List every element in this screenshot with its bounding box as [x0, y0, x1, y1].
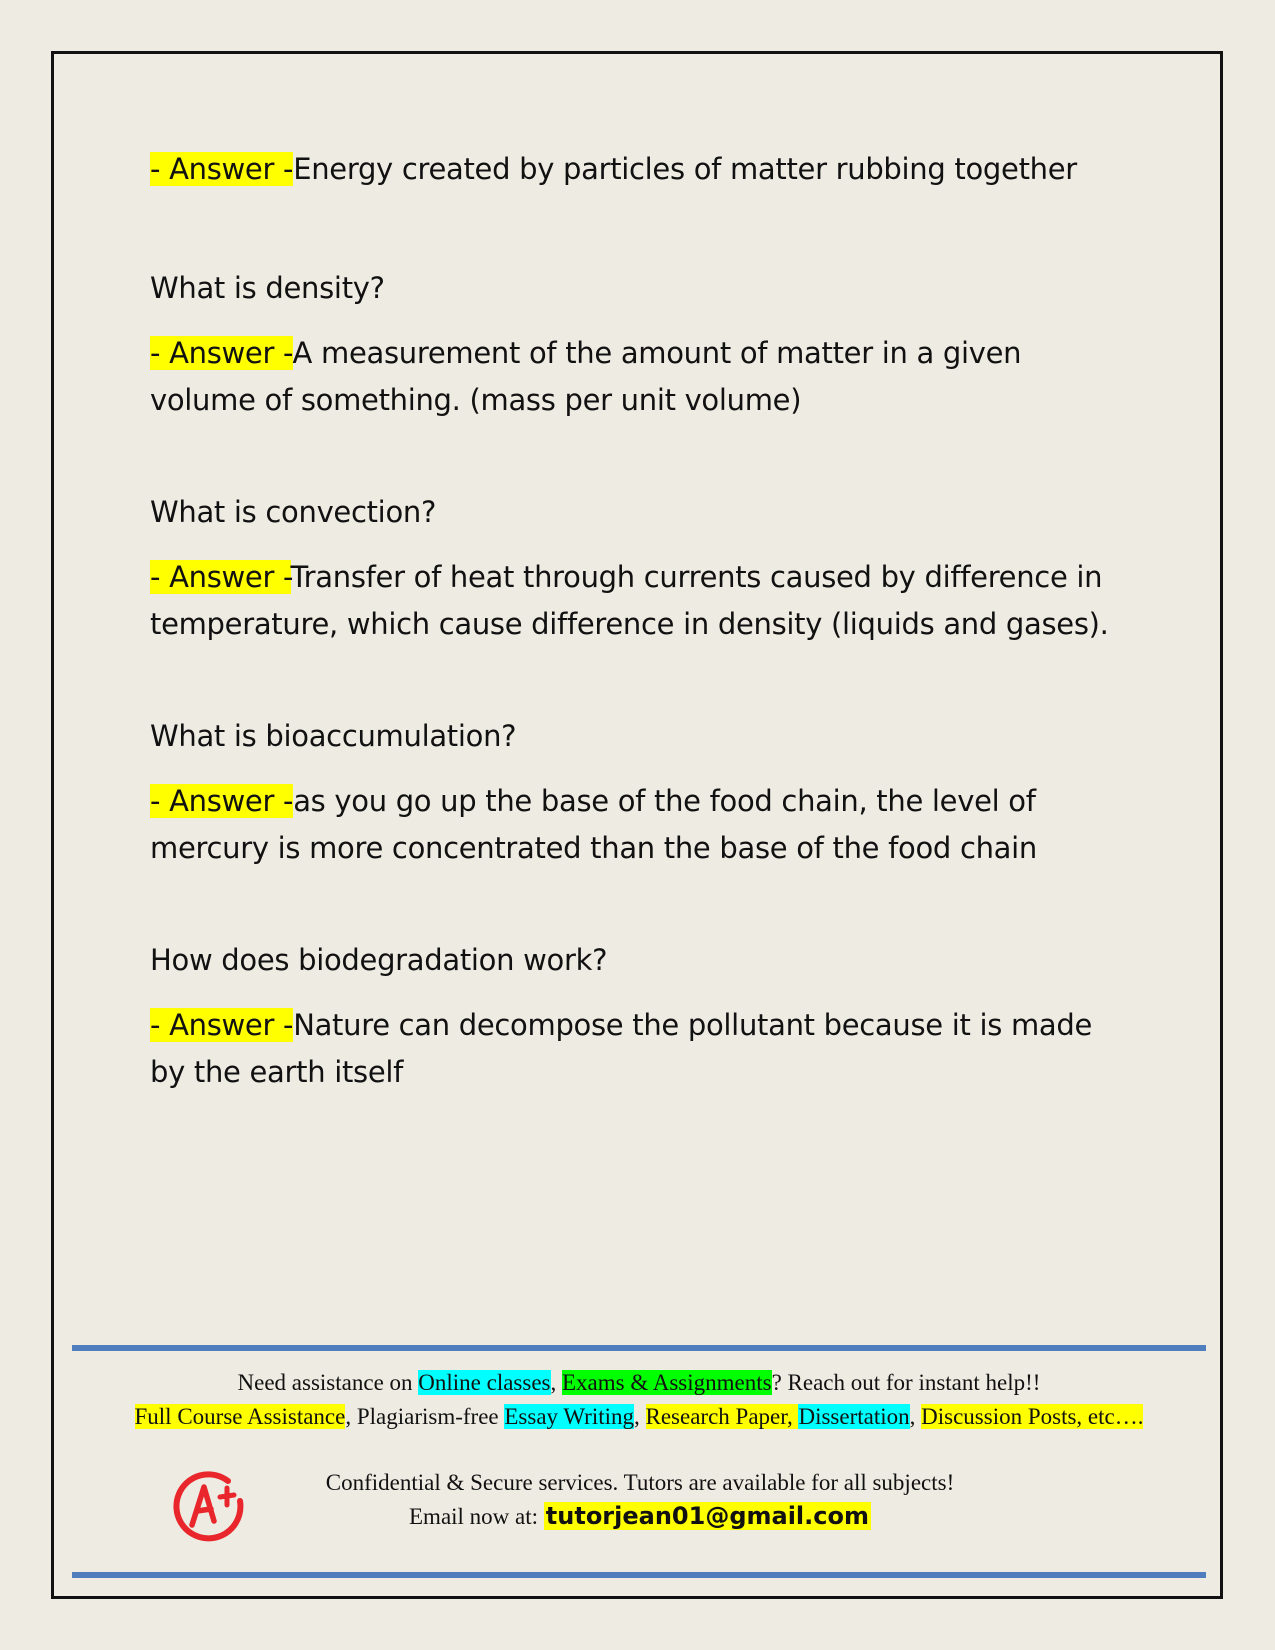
answer-block: [150, 330, 1130, 424]
footer-text: Need assistance on: [237, 1370, 419, 1395]
footer-line-services: [72, 1366, 1206, 1399]
qa-content: [150, 146, 1130, 1096]
email-link[interactable]: tutorjean01@gmail.com: [545, 1502, 869, 1530]
dissertation-link: Dissertation: [798, 1404, 910, 1429]
discussion-posts-link: Discussion Posts, etc….: [921, 1404, 1144, 1429]
essay-writing-link: Essay Writing: [504, 1404, 634, 1429]
footer-line-confidential: Confidential & Secure services. Tutors are available for all subjects!: [325, 1470, 955, 1495]
answer-text: as you go up the base of the food chain, the level of mercury is more concentrated than the base of the food chain: [150, 784, 1037, 865]
answer-label: - Answer -: [150, 336, 293, 370]
footer-text: ? Reach out for instant help!!: [771, 1370, 1041, 1395]
question-text: What is density?: [150, 271, 385, 305]
footer-text: , Plagiarism-free: [345, 1404, 505, 1429]
question-text: What is convection?: [150, 495, 437, 529]
answer-block: [150, 554, 1130, 648]
answer-text: Energy created by particles of matter rubbing together: [293, 152, 1077, 186]
question-text: What is bioaccumulation?: [150, 719, 517, 753]
footer-line-offerings: [72, 1400, 1206, 1433]
answer-block: [150, 146, 1130, 193]
online-classes-link: Online classes: [418, 1370, 551, 1395]
footer-line-email: [230, 1500, 1050, 1533]
answer-text: A measurement of the amount of matter in a given volume of something. (mass per unit volume): [150, 336, 1022, 417]
question-text: How does biodegradation work?: [150, 943, 608, 977]
answer-text: Nature can decompose the pollutant because it is made by the earth itself: [150, 1008, 1093, 1089]
answer-label: - Answer -: [150, 784, 294, 818]
footer-bottom-rule: [72, 1572, 1206, 1578]
exams-assignments-link: Exams & Assignments: [562, 1370, 772, 1395]
answer-block: [150, 1002, 1130, 1096]
footer-text: ,: [634, 1404, 646, 1429]
full-course-link: Full Course Assistance: [134, 1404, 346, 1429]
footer-text: ,: [550, 1370, 562, 1395]
answer-text: Transfer of heat through currents caused by difference in temperature, which cause difference in density (liquids and gases).: [150, 560, 1109, 641]
answer-label: - Answer -: [150, 152, 294, 186]
email-label: Email now at:: [409, 1504, 544, 1529]
answer-label: - Answer -: [150, 1008, 294, 1042]
answer-block: [150, 778, 1130, 872]
research-paper-link: Research Paper,: [645, 1404, 799, 1429]
answer-label: - Answer -: [150, 560, 291, 594]
footer-text: ,: [909, 1404, 922, 1429]
footer-top-rule: [72, 1345, 1206, 1351]
